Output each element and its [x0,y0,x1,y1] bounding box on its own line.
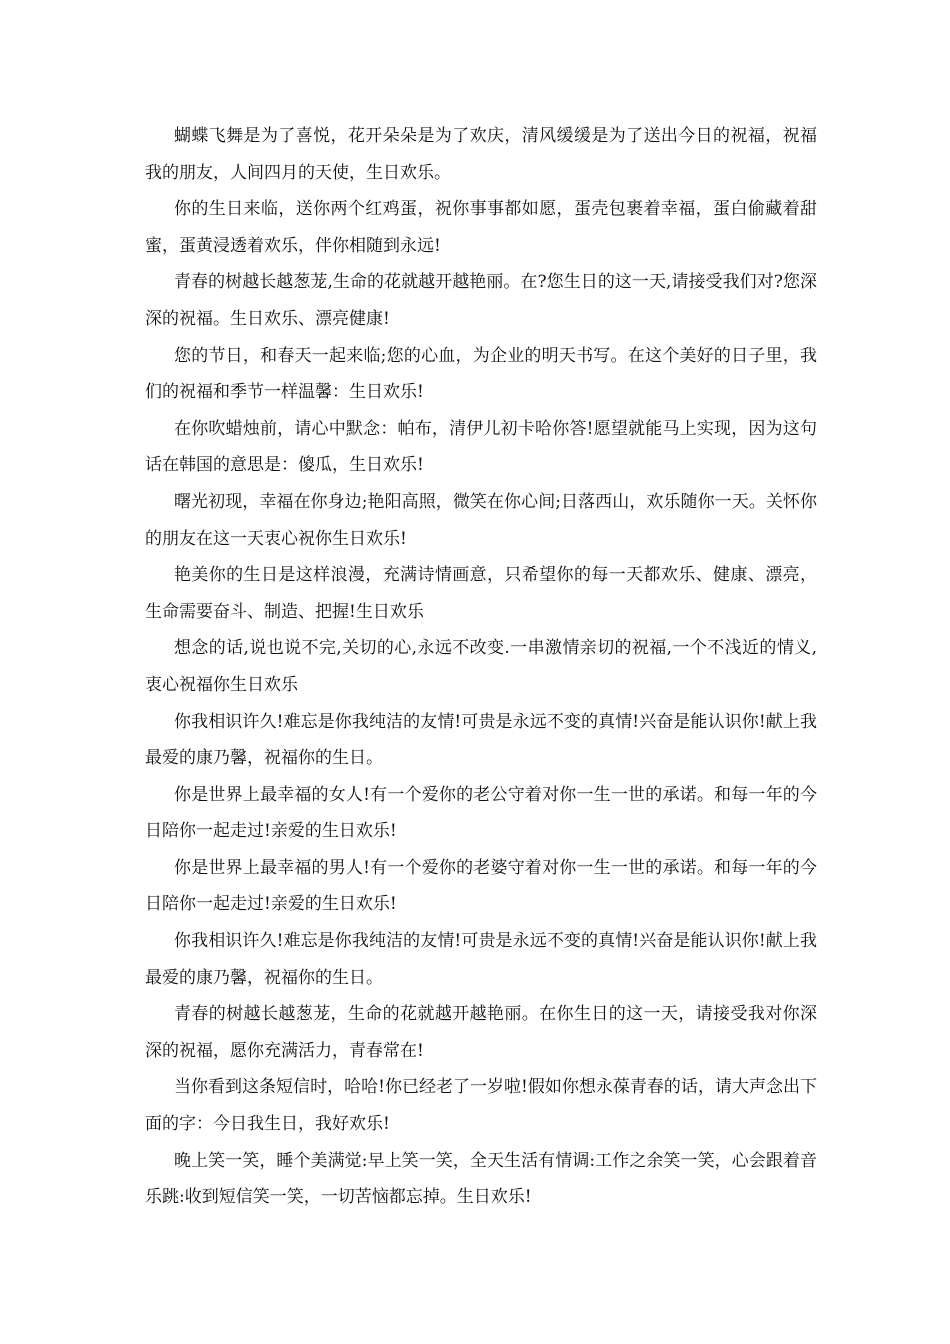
paragraph-1: 蝴蝶飞舞是为了喜悦，花开朵朵是为了欢庆，清风缓缓是为了送出今日的祝福，祝福我的朋友，人间四月的天使，生日欢乐。 [145,126,817,183]
paragraph-4: 您的节日，和春天一起来临;您的心血，为企业的明天书写。在这个美好的日子里，我们的祝福和季节一样温馨：生日欢乐! [145,345,817,403]
paragraph-7: 艳美你的生日是这样浪漫，充满诗情画意，只希望你的每一天都欢乐、健康、漂亮，生命需要奋斗、制造、把握!生日欢乐 [145,565,817,622]
paragraph-10: 你是世界上最幸福的女人!有一个爱你的老公守着对你一生一世的承诺。和每一年的今日陪你一起走过!亲爱的生日欢乐! [145,784,817,842]
paragraph-2: 你的生日来临，送你两个红鸡蛋，祝你事事都如愿，蛋壳包裹着幸福，蛋白偷藏着甜蜜，蛋黄浸透着欢乐，伴你相随到永远! [145,199,817,256]
paragraph-11: 你是世界上最幸福的男人!有一个爱你的老婆守着对你一生一世的承诺。和每一年的今日陪你一起走过!亲爱的生日欢乐! [145,857,817,915]
document-body [145,118,817,1216]
paragraph-9: 你我相识许久!难忘是你我纯洁的友情!可贵是永远不变的真情!兴奋是能认识你!献上我最爱的康乃馨，祝福你的生日。 [145,711,817,769]
paragraph-6: 曙光初现，幸福在你身边;艳阳高照，微笑在你心间;日落西山，欢乐随你一天。关怀你的朋友在这一天衷心祝你生日欢乐! [145,491,817,549]
paragraph-8: 想念的话,说也说不完,关切的心,永远不改变.一串激情亲切的祝福,一个不浅近的情义,衷心祝福你生日欢乐 [145,638,817,695]
paragraph-5: 在你吹蜡烛前，请心中默念：帕布，清伊儿初卡哈你答!愿望就能马上实现，因为这句话在韩国的意思是：傻瓜，生日欢乐! [145,418,817,476]
paragraph-14: 当你看到这条短信时，哈哈!你已经老了一岁啦!假如你想永葆青春的话，请大声念出下面的字：今日我生日，我好欢乐! [145,1077,817,1135]
paragraph-3: 青春的树越长越葱茏,生命的花就越开越艳丽。在?您生日的这一天,请接受我们对?您深深的祝福。生日欢乐、漂亮健康! [145,272,817,329]
paragraph-13: 青春的树越长越葱茏，生命的花就越开越艳丽。在你生日的这一天，请接受我对你深深的祝福，愿你充满活力，青春常在! [145,1004,817,1061]
paragraph-12: 你我相识许久!难忘是你我纯洁的友情!可贵是永远不变的真情!兴奋是能认识你!献上我最爱的康乃馨，祝福你的生日。 [145,931,817,988]
paragraph-15: 晚上笑一笑，睡个美满觉:早上笑一笑，全天生活有情调:工作之余笑一笑，心会跟着音乐跳:收到短信笑一笑，一切苦恼都忘掉。生日欢乐! [145,1150,817,1208]
